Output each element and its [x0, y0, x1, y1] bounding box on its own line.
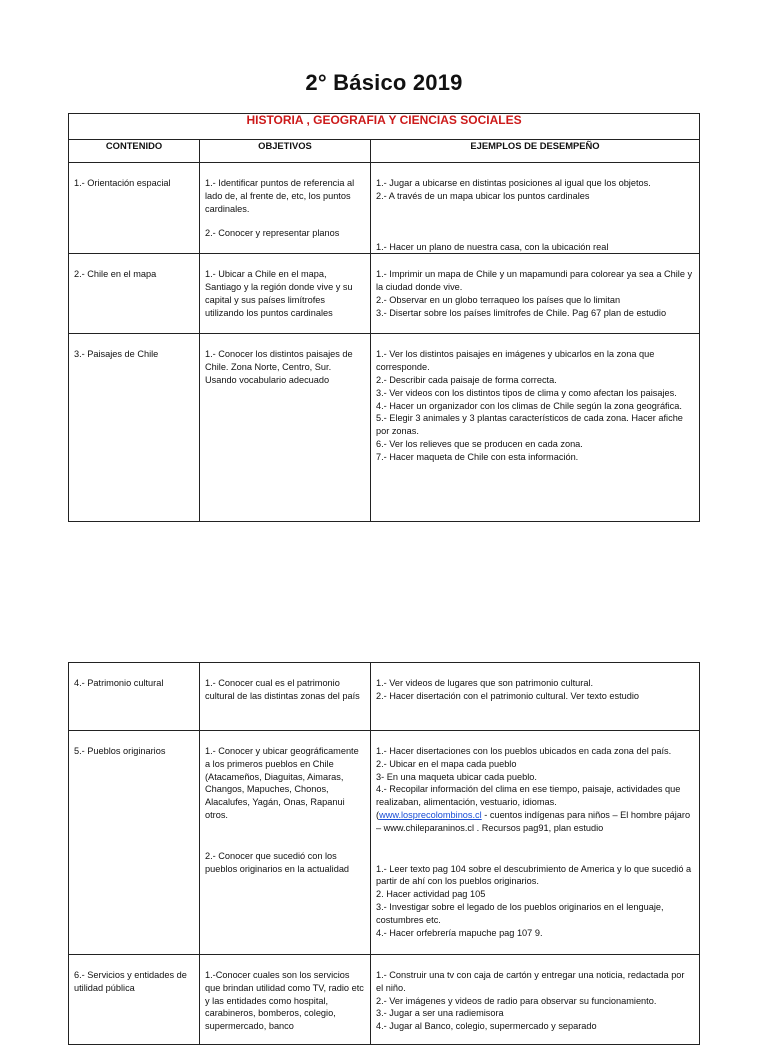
objetivos-cell: 1.-Conocer cuales son los servicios que brindan utilidad como TV, radio etc y las entidades como hospital, carabineros, bomberos, colegio, supermercado, banco — [200, 955, 371, 1045]
contenido-cell: 5.- Pueblos originarios — [69, 731, 200, 955]
contenido-cell: 4.- Patrimonio cultural — [69, 663, 200, 731]
page-title: 2° Básico 2019 — [305, 70, 463, 95]
ejemplos-cell: 1.- Ver videos de lugares que son patrimonio cultural. 2.- Hacer disertación con el patrimonio cultural. Ver texto estudio — [371, 663, 700, 731]
table-row — [69, 731, 700, 955]
table-row — [69, 163, 700, 254]
ejemplos-cell: 1.- Hacer disertaciones con los pueblos ubicados en cada zona del país. 2.- Ubicar en el mapa cada pueblo 3- En una maqueta ubicar cada pueblo. 4.- Recopilar información del clima en ese tiempo, paisaje, actividades que realizaban, alimentación, vestuario, idiomas. (www.losprecolombinos.cl - cuentos indígenas para niños – El hombre pájaro – www.chileparaninos.cl . Recursos pag91, plan estudio 1.- Leer texto pag 104 sobre el descubrimiento de America y lo que sucedió a partir de ahí con los pueblos originarios. 2. Hacer actividad pag 105 3.- Investigar sobre el legado de los pueblos originarios en el lenguaje, costumbres etc. 4.- Hacer orfebrería mapuche pag 107 9. — [371, 731, 700, 955]
table-row — [69, 334, 700, 522]
table-row — [69, 955, 700, 1045]
header-contenido: CONTENIDO — [69, 140, 200, 163]
objetivos-cell: 1.- Ubicar a Chile en el mapa, Santiago y la región donde vive y su capital y sus países limítrofes utilizando los puntos cardinales — [200, 254, 371, 334]
ejemplos-cell: 1.- Imprimir un mapa de Chile y un mapamundi para colorear ya sea a Chile y la ciudad donde vive. 2.- Observar en un globo terraqueo los países que lo limitan 3.- Disertar sobre los países limítrofes de Chile. Pag 67 plan de estudio — [371, 254, 700, 334]
header-objetivos: OBJETIVOS — [200, 140, 371, 163]
objetivos-cell: 1.- Conocer los distintos paisajes de Chile. Zona Norte, Centro, Sur. Usando vocabulario adecuado — [200, 334, 371, 522]
contenido-cell: 2.- Chile en el mapa — [69, 254, 200, 334]
curriculum-table-1 — [68, 113, 700, 522]
ejemplos-cell: 1.- Ver los distintos paisajes en imágenes y ubicarlos en la zona que corresponde. 2.- Describir cada paisaje de forma correcta. 3.- Ver videos con los distintos tipos de clima y como afectan los paisajes. 4.- Hacer un organizador con los climas de Chile según la zona geográfica. 5.- Elegir 3 animales y 3 plantas característicos de cada zona. Hacer afiche por zonas. 6.- Ver los relieves que se producen en cada zona. 7.- Hacer maqueta de Chile con esta información. — [371, 334, 700, 522]
objetivos-cell: 1.- Identificar puntos de referencia al lado de, al frente de, etc, los puntos cardinales. 2.- Conocer y representar planos — [200, 163, 371, 254]
objetivos-cell: 1.- Conocer cual es el patrimonio cultural de las distintas zonas del país — [200, 663, 371, 731]
losprecolombinos-link[interactable]: www.losprecolombinos.cl — [379, 809, 482, 820]
table-row — [69, 254, 700, 334]
subject-header: HISTORIA , GEOGRAFIA Y CIENCIAS SOCIALES — [69, 114, 700, 140]
header-ejemplos: EJEMPLOS DE DESEMPEÑO — [371, 140, 700, 163]
contenido-cell: 1.- Orientación espacial — [69, 163, 200, 254]
objetivos-cell: 1.- Conocer y ubicar geográficamente a los primeros pueblos en Chile (Atacameños, Diaguitas, Aimaras, Changos, Mapuches, Chonos, Alacalufes, Yagán, Onas, Rapanui otros. 2.- Conocer que sucedió con los pueblos originarios en la actualidad — [200, 731, 371, 955]
contenido-cell: 3.- Paisajes de Chile — [69, 334, 200, 522]
ejemplos-cell: 1.- Construir una tv con caja de cartón y entregar una noticia, redactada por el niño. 2.- Ver imágenes y videos de radio para observar su funcionamiento. 3.- Jugar a ser una radiemisora 4.- Jugar al Banco, colegio, supermercado y separado — [371, 955, 700, 1045]
ejemplos-cell: 1.- Jugar a ubicarse en distintas posiciones al igual que los objetos. 2.- A través de un mapa ubicar los puntos cardinales 1.- Hacer un plano de nuestra casa, con la ubicación real — [371, 163, 700, 254]
curriculum-table-2 — [68, 662, 700, 1045]
table-row — [69, 663, 700, 731]
contenido-cell: 6.- Servicios y entidades de utilidad pública — [69, 955, 200, 1045]
